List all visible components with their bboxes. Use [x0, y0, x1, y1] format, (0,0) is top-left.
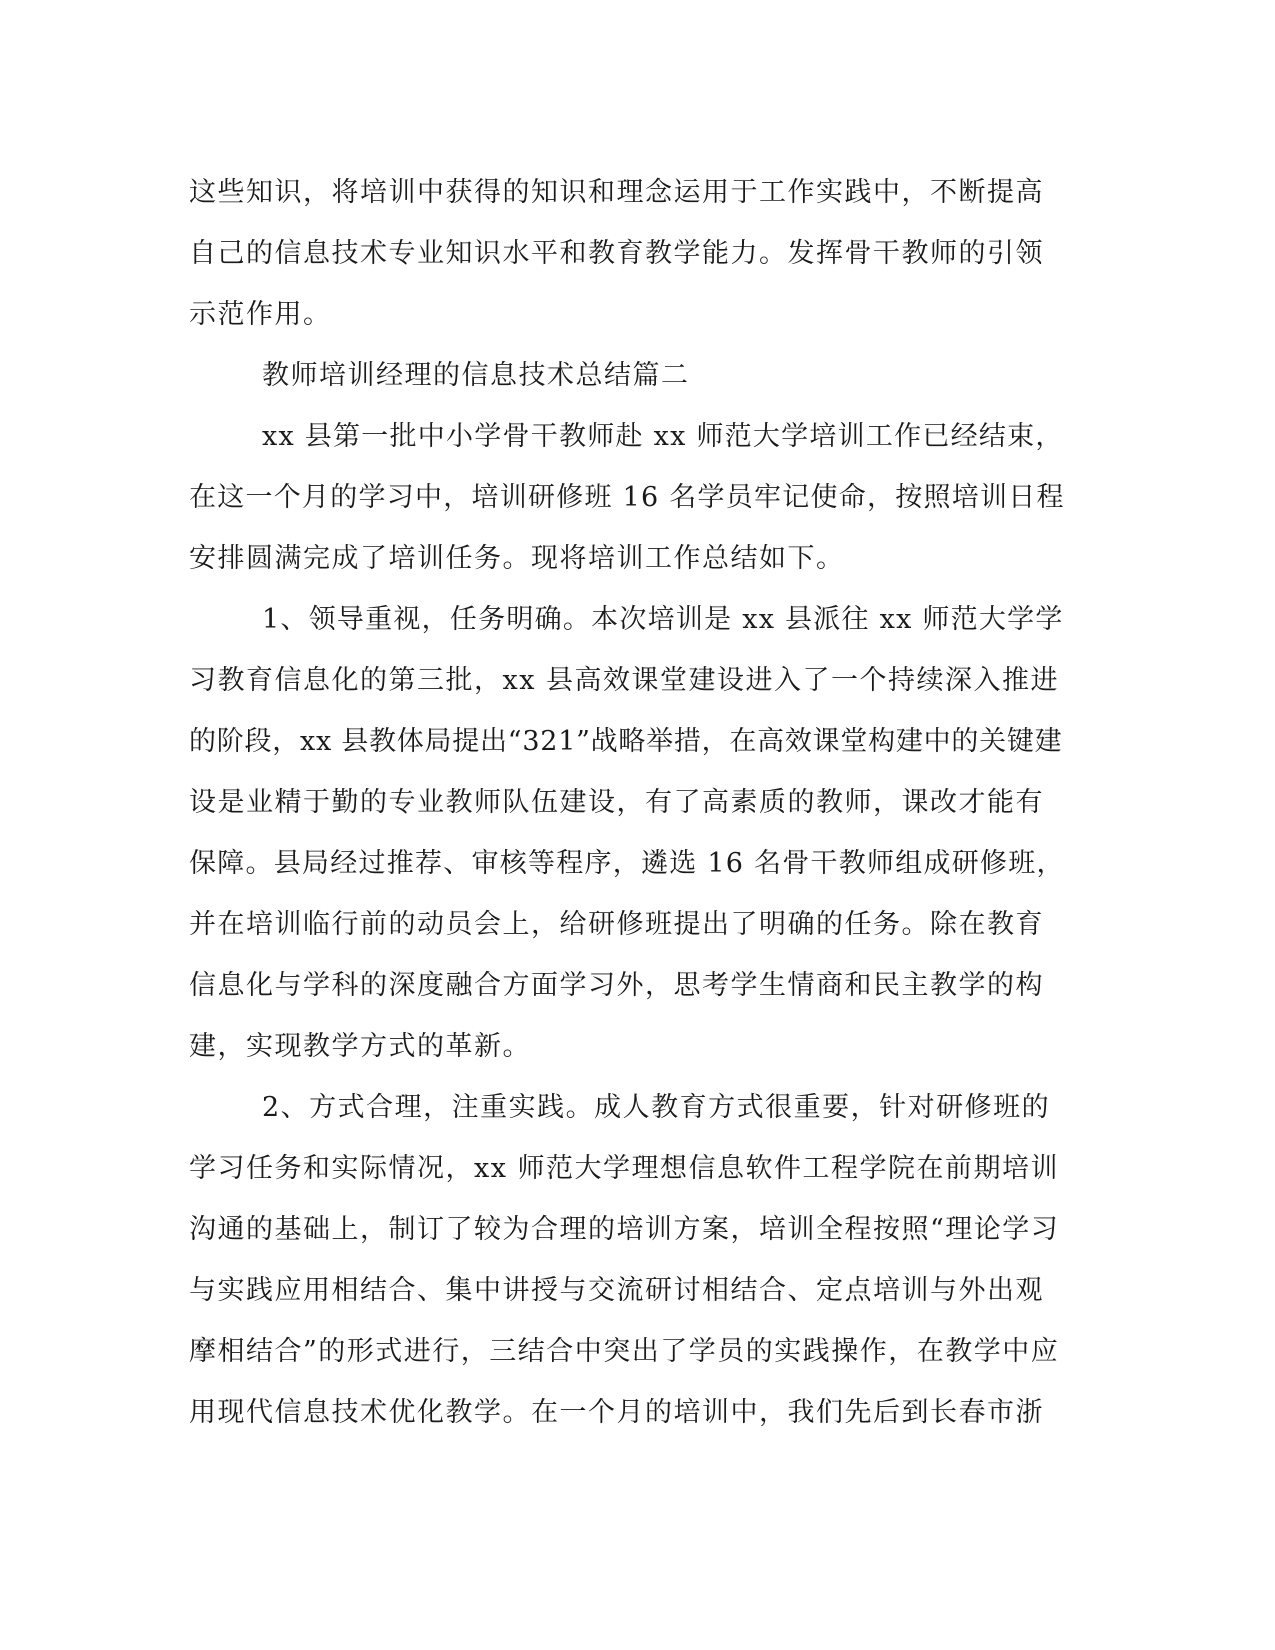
text-line: 并在培训临行前的动员会上，给研修班提出了明确的任务。除在教育 — [189, 909, 1044, 940]
text-line: 的阶段，xx 县教体局提出“321”战略举措，在高效课堂构建中的关键建 — [189, 726, 1063, 757]
text-line: 示范作用。 — [189, 299, 332, 330]
text-line: 摩相结合”的形式进行，三结合中突出了学员的实践操作，在教学中应 — [189, 1336, 1060, 1367]
document-body — [189, 162, 1069, 1443]
text-line: 这些知识，将培训中获得的知识和理念运用于工作实践中，不断提高 — [189, 177, 1044, 208]
text-line: 用现代信息技术优化教学。在一个月的培训中，我们先后到长春市浙 — [189, 1397, 1044, 1428]
text-line: 保障。县局经过推荐、审核等程序，遴选 16 名骨干教师组成研修班， — [189, 848, 1065, 879]
text-line: 沟通的基础上，制订了较为合理的培训方案，培训全程按照“理论学习 — [189, 1214, 1060, 1245]
text-line: 习教育信息化的第三批，xx 县高效课堂建设进入了一个持续深入推进 — [189, 665, 1060, 696]
text-line: 在这一个月的学习中，培训研修班 16 名学员牢记使命，按照培训日程 — [189, 482, 1065, 513]
text-line: 自己的信息技术专业知识水平和教育教学能力。发挥骨干教师的引领 — [189, 238, 1044, 269]
text-line: 建，实现教学方式的革新。 — [189, 1031, 531, 1062]
text-line: 设是业精于勤的专业教师队伍建设，有了高素质的教师，课改才能有 — [189, 787, 1044, 818]
text-line: 安排圆满完成了培训任务。现将培训工作总结如下。 — [189, 543, 845, 574]
paragraph-first-line: 1、领导重视，任务明确。本次培训是 xx 县派往 xx 师范大学学 — [262, 604, 1064, 635]
text-line: 学习任务和实际情况，xx 师范大学理想信息软件工程学院在前期培训 — [189, 1153, 1060, 1184]
paragraph-first-line: 教师培训经理的信息技术总结篇二 — [262, 360, 690, 391]
text-line: 信息化与学科的深度融合方面学习外，思考学生情商和民主教学的构 — [189, 970, 1044, 1001]
text-line: 与实践应用相结合、集中讲授与交流研讨相结合、定点培训与外出观 — [189, 1275, 1044, 1306]
paragraph-first-line: xx 县第一批中小学骨干教师赴 xx 师范大学培训工作已经结束， — [262, 421, 1064, 452]
paragraph-first-line: 2、方式合理，注重实践。成人教育方式很重要，针对研修班的 — [262, 1092, 1051, 1123]
